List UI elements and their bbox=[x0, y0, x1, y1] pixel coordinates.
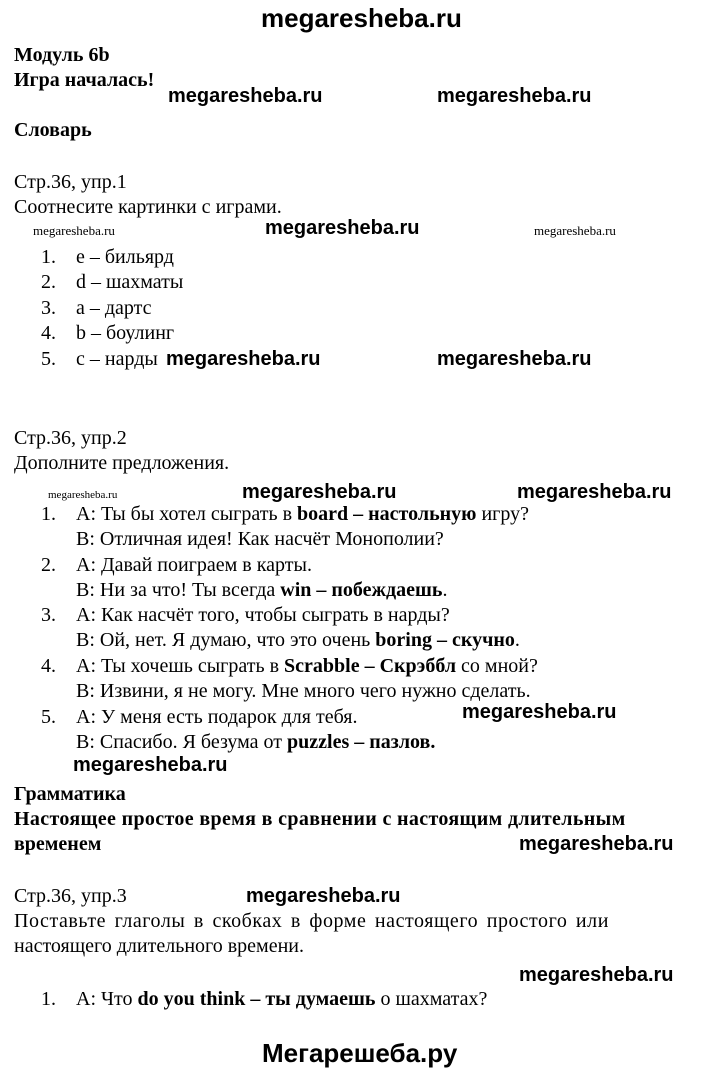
module-label: Модуль 6b bbox=[14, 44, 110, 66]
watermark: megaresheba.ru bbox=[437, 348, 592, 370]
exercise-ref: Стр.36, упр.1 bbox=[14, 171, 127, 193]
watermark: megaresheba.ru bbox=[48, 489, 118, 501]
list-item-text: e – бильярд bbox=[76, 246, 174, 268]
dialog-number: 2. bbox=[41, 554, 56, 576]
watermark: megaresheba.ru bbox=[462, 701, 617, 723]
exercise-task-cont: настоящего длительного времени. bbox=[14, 935, 304, 957]
dialog-line-a: A: Давай поиграем в карты. bbox=[76, 554, 312, 576]
watermark: megaresheba.ru bbox=[437, 85, 592, 107]
watermark: megaresheba.ru bbox=[73, 754, 228, 776]
dialog-line-b: B: Отличная идея! Как насчёт Монополии? bbox=[76, 528, 444, 550]
section-heading-grammar: Грамматика bbox=[14, 783, 126, 805]
dialog-line-a: A: Ты бы хотел сыграть в board – настольную игру? bbox=[76, 503, 529, 525]
lesson-title: Игра началась! bbox=[14, 69, 155, 91]
dialog-line-b: B: Ой, нет. Я думаю, что это очень boring – скучно. bbox=[76, 629, 520, 651]
dialog-line-b: B: Спасибо. Я безума от puzzles – пазлов. bbox=[76, 731, 436, 753]
list-item-text: b – боулинг bbox=[76, 322, 175, 344]
exercise-task: Поставьте глаголы в скобках в форме настоящего простого или bbox=[14, 910, 609, 932]
watermark: megaresheba.ru bbox=[168, 85, 323, 107]
dialog-number: 1. bbox=[41, 988, 56, 1010]
watermark-top: megaresheba.ru bbox=[261, 3, 462, 33]
watermark: megaresheba.ru bbox=[517, 481, 672, 503]
dialog-line-a: A: Как насчёт того, чтобы сыграть в нарды? bbox=[76, 604, 450, 626]
dialog-line-a: A: Ты хочешь сыграть в Scrabble – Скрэббл со мной? bbox=[76, 655, 538, 677]
exercise-task: Дополните предложения. bbox=[14, 452, 230, 474]
watermark: megaresheba.ru bbox=[246, 885, 401, 907]
dialog-number: 3. bbox=[41, 604, 56, 626]
dialog-number: 1. bbox=[41, 503, 56, 525]
exercise-ref: Стр.36, упр.2 bbox=[14, 427, 127, 449]
watermark: megaresheba.ru bbox=[534, 223, 616, 238]
dialog-line-a: A: У меня есть подарок для тебя. bbox=[76, 706, 358, 728]
dialog-line-b: B: Извини, я не могу. Мне много чего нужно сделать. bbox=[76, 680, 531, 702]
watermark: megaresheba.ru bbox=[519, 833, 674, 855]
section-heading-vocab: Словарь bbox=[14, 119, 92, 141]
exercise-task: Соотнесите картинки с играми. bbox=[14, 196, 282, 218]
grammar-subheading-cont: временем bbox=[14, 833, 102, 855]
list-item: 5. bbox=[41, 348, 56, 370]
watermark: megaresheba.ru bbox=[265, 217, 420, 239]
grammar-subheading: Настоящее простое время в сравнении с настоящим длительным bbox=[14, 808, 626, 830]
list-item: 3. bbox=[41, 297, 56, 319]
dialog-number: 4. bbox=[41, 655, 56, 677]
list-item-text: a – дартс bbox=[76, 297, 152, 319]
watermark-bottom: Мегарешеба.ру bbox=[262, 1038, 458, 1068]
watermark: megaresheba.ru bbox=[242, 481, 397, 503]
exercise-ref: Стр.36, упр.3 bbox=[14, 885, 127, 907]
dialog-line-b: B: Ни за что! Ты всегда win – побеждаешь. bbox=[76, 579, 448, 601]
dialog-line-a: A: Что do you think – ты думаешь о шахматах? bbox=[76, 988, 488, 1010]
watermark: megaresheba.ru bbox=[33, 223, 115, 238]
list-item: 2. bbox=[41, 271, 56, 293]
dialog-number: 5. bbox=[41, 706, 56, 728]
watermark: megaresheba.ru bbox=[519, 964, 674, 986]
watermark: megaresheba.ru bbox=[166, 348, 321, 370]
list-item-text: c – нарды bbox=[76, 348, 158, 370]
list-item: 1. bbox=[41, 246, 56, 268]
list-item: 4. bbox=[41, 322, 56, 344]
list-item-text: d – шахматы bbox=[76, 271, 184, 293]
